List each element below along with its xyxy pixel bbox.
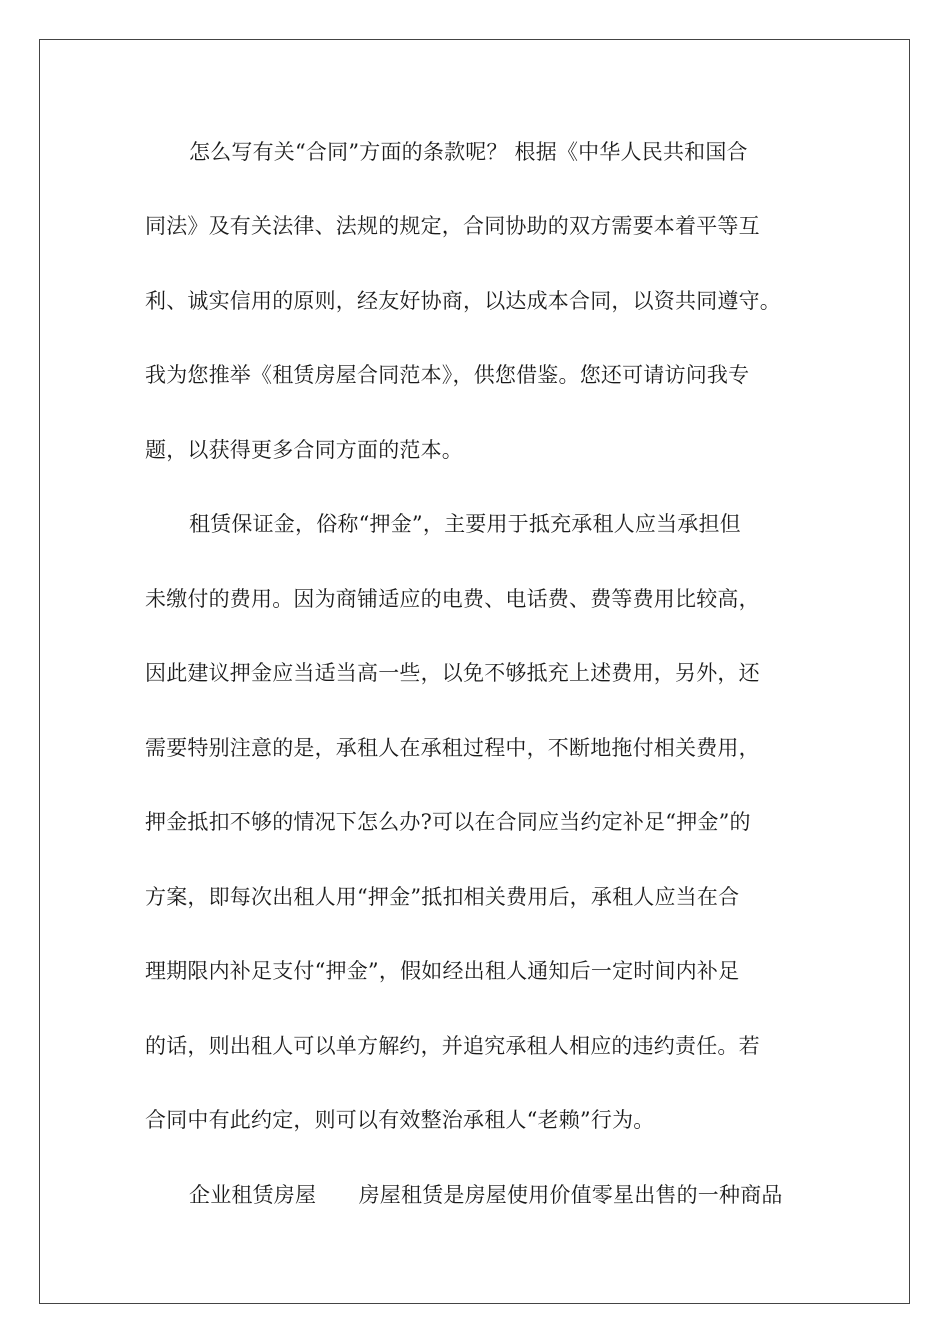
paragraph-2-line-7: 理期限内补足支付“押金”，假如经出租人通知后一定时间内补足: [145, 959, 740, 983]
paragraph-3-line-1: 企业租赁房屋 房屋租赁是房屋使用价值零星出售的一种商品: [189, 1183, 783, 1207]
paragraph-1-line-5: 题，以获得更多合同方面的范本。: [145, 438, 463, 462]
paragraph-2-line-1: 租赁保证金，俗称“押金”，主要用于抵充承租人应当承担但: [189, 512, 741, 536]
paragraph-1-line-2: 同法》及有关法律、法规的规定，合同协助的双方需要本着平等互: [145, 214, 760, 238]
paragraph-2-line-6: 方案，即每次出租人用“押金”抵扣相关费用后，承租人应当在合: [145, 885, 740, 909]
paragraph-2-line-8: 的话，则出租人可以单方解约，并追究承租人相应的违约责任。若: [145, 1034, 760, 1058]
paragraph-1-line-3: 利、诚实信用的原则，经友好协商，以达成本合同，以资共同遵守。: [145, 289, 781, 313]
paragraph-1-line-4: 我为您推举《租赁房屋合同范本》，供您借鉴。您还可请访问我专: [145, 363, 750, 387]
paragraph-1-line-1: 怎么写有关“合同”方面的条款呢？ 根据《中华人民共和国合: [189, 140, 748, 164]
paragraph-2-line-5: 押金抵扣不够的情况下怎么办?可以在合同应当约定补足“押金”的: [145, 810, 751, 834]
paragraph-2-line-2: 未缴付的费用。因为商铺适应的电费、电话费、费等费用比较高，: [145, 587, 760, 611]
paragraph-2-line-4: 需要特别注意的是，承租人在承租过程中，不断地拖付相关费用，: [145, 736, 760, 760]
paragraph-2-line-3: 因此建议押金应当适当高一些，以免不够抵充上述费用，另外，还: [145, 661, 760, 685]
paragraph-2-line-9: 合同中有此约定，则可以有效整治承租人“老赖”行为。: [145, 1108, 655, 1132]
